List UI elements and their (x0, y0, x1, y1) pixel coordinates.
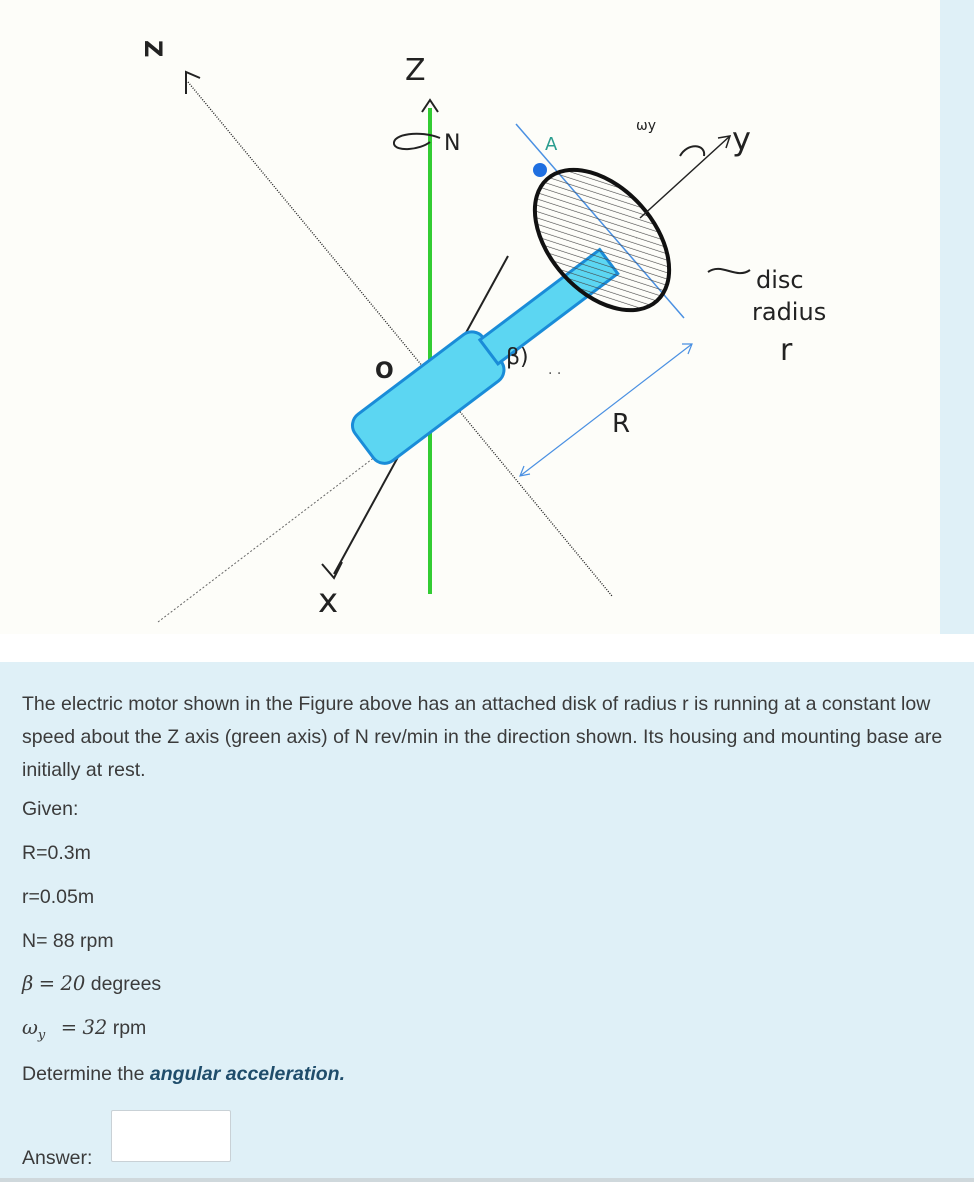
given-label: Given: (22, 797, 79, 820)
n-rotation-arrow (394, 134, 440, 149)
beta-equals: = (38, 971, 56, 995)
big-r-label: R (612, 409, 631, 439)
r-dimension-line (520, 344, 692, 476)
omega-symbol: ω (22, 1015, 38, 1039)
bottom-divider (0, 1178, 974, 1182)
z-global-label: Z (139, 40, 167, 58)
beta-value: 20 (60, 971, 86, 995)
omega-unit: rpm (112, 1016, 147, 1039)
prompt-prefix: Determine the (22, 1062, 150, 1085)
omega-value: 32 (82, 1015, 108, 1039)
y-axis-line (640, 136, 730, 218)
omega-label: ωy (636, 118, 657, 134)
point-a-marker (533, 163, 547, 177)
given-omega (22, 1016, 146, 1043)
answer-input[interactable] (111, 1110, 231, 1162)
z-axis-label: Z (405, 53, 426, 88)
question-stem: The electric motor shown in the Figure above has an attached disk of radius r is running at a constant low speed about the Z axis (green axis) of N rev/min in the direction shown. Its housing and mounting base are initially at rest. (22, 692, 943, 781)
given-R: R=0.3m (22, 841, 91, 864)
figure-side-margin (940, 0, 974, 634)
beta-unit: degrees (90, 972, 162, 995)
point-a-label: A (545, 134, 558, 155)
origin-label: O (375, 359, 394, 384)
disc-label: disc (756, 266, 804, 294)
omega-equals: = (60, 1015, 78, 1039)
omega-rotation-arrow (680, 146, 704, 156)
beta-symbol: β (22, 971, 34, 995)
n-label: N (444, 131, 461, 156)
x-axis-label: x (318, 581, 339, 621)
answer-label: Answer: (22, 1146, 93, 1169)
beta-label: β) (506, 345, 529, 370)
omega-subscript: y (37, 1027, 46, 1043)
given-N: N= 88 rpm (22, 929, 114, 952)
prompt-emphasis: angular acceleration. (149, 1062, 345, 1085)
small-r-label: r (780, 333, 793, 368)
radius-label: radius (752, 298, 827, 326)
y-axis-label: y (732, 120, 751, 158)
question-prompt (22, 1063, 345, 1086)
disc-leader-line (708, 269, 750, 273)
given-r: r=0.05m (22, 885, 95, 908)
diagonal-axis-line (188, 82, 612, 596)
given-beta (22, 972, 161, 996)
beta-dots: . . (548, 362, 562, 378)
